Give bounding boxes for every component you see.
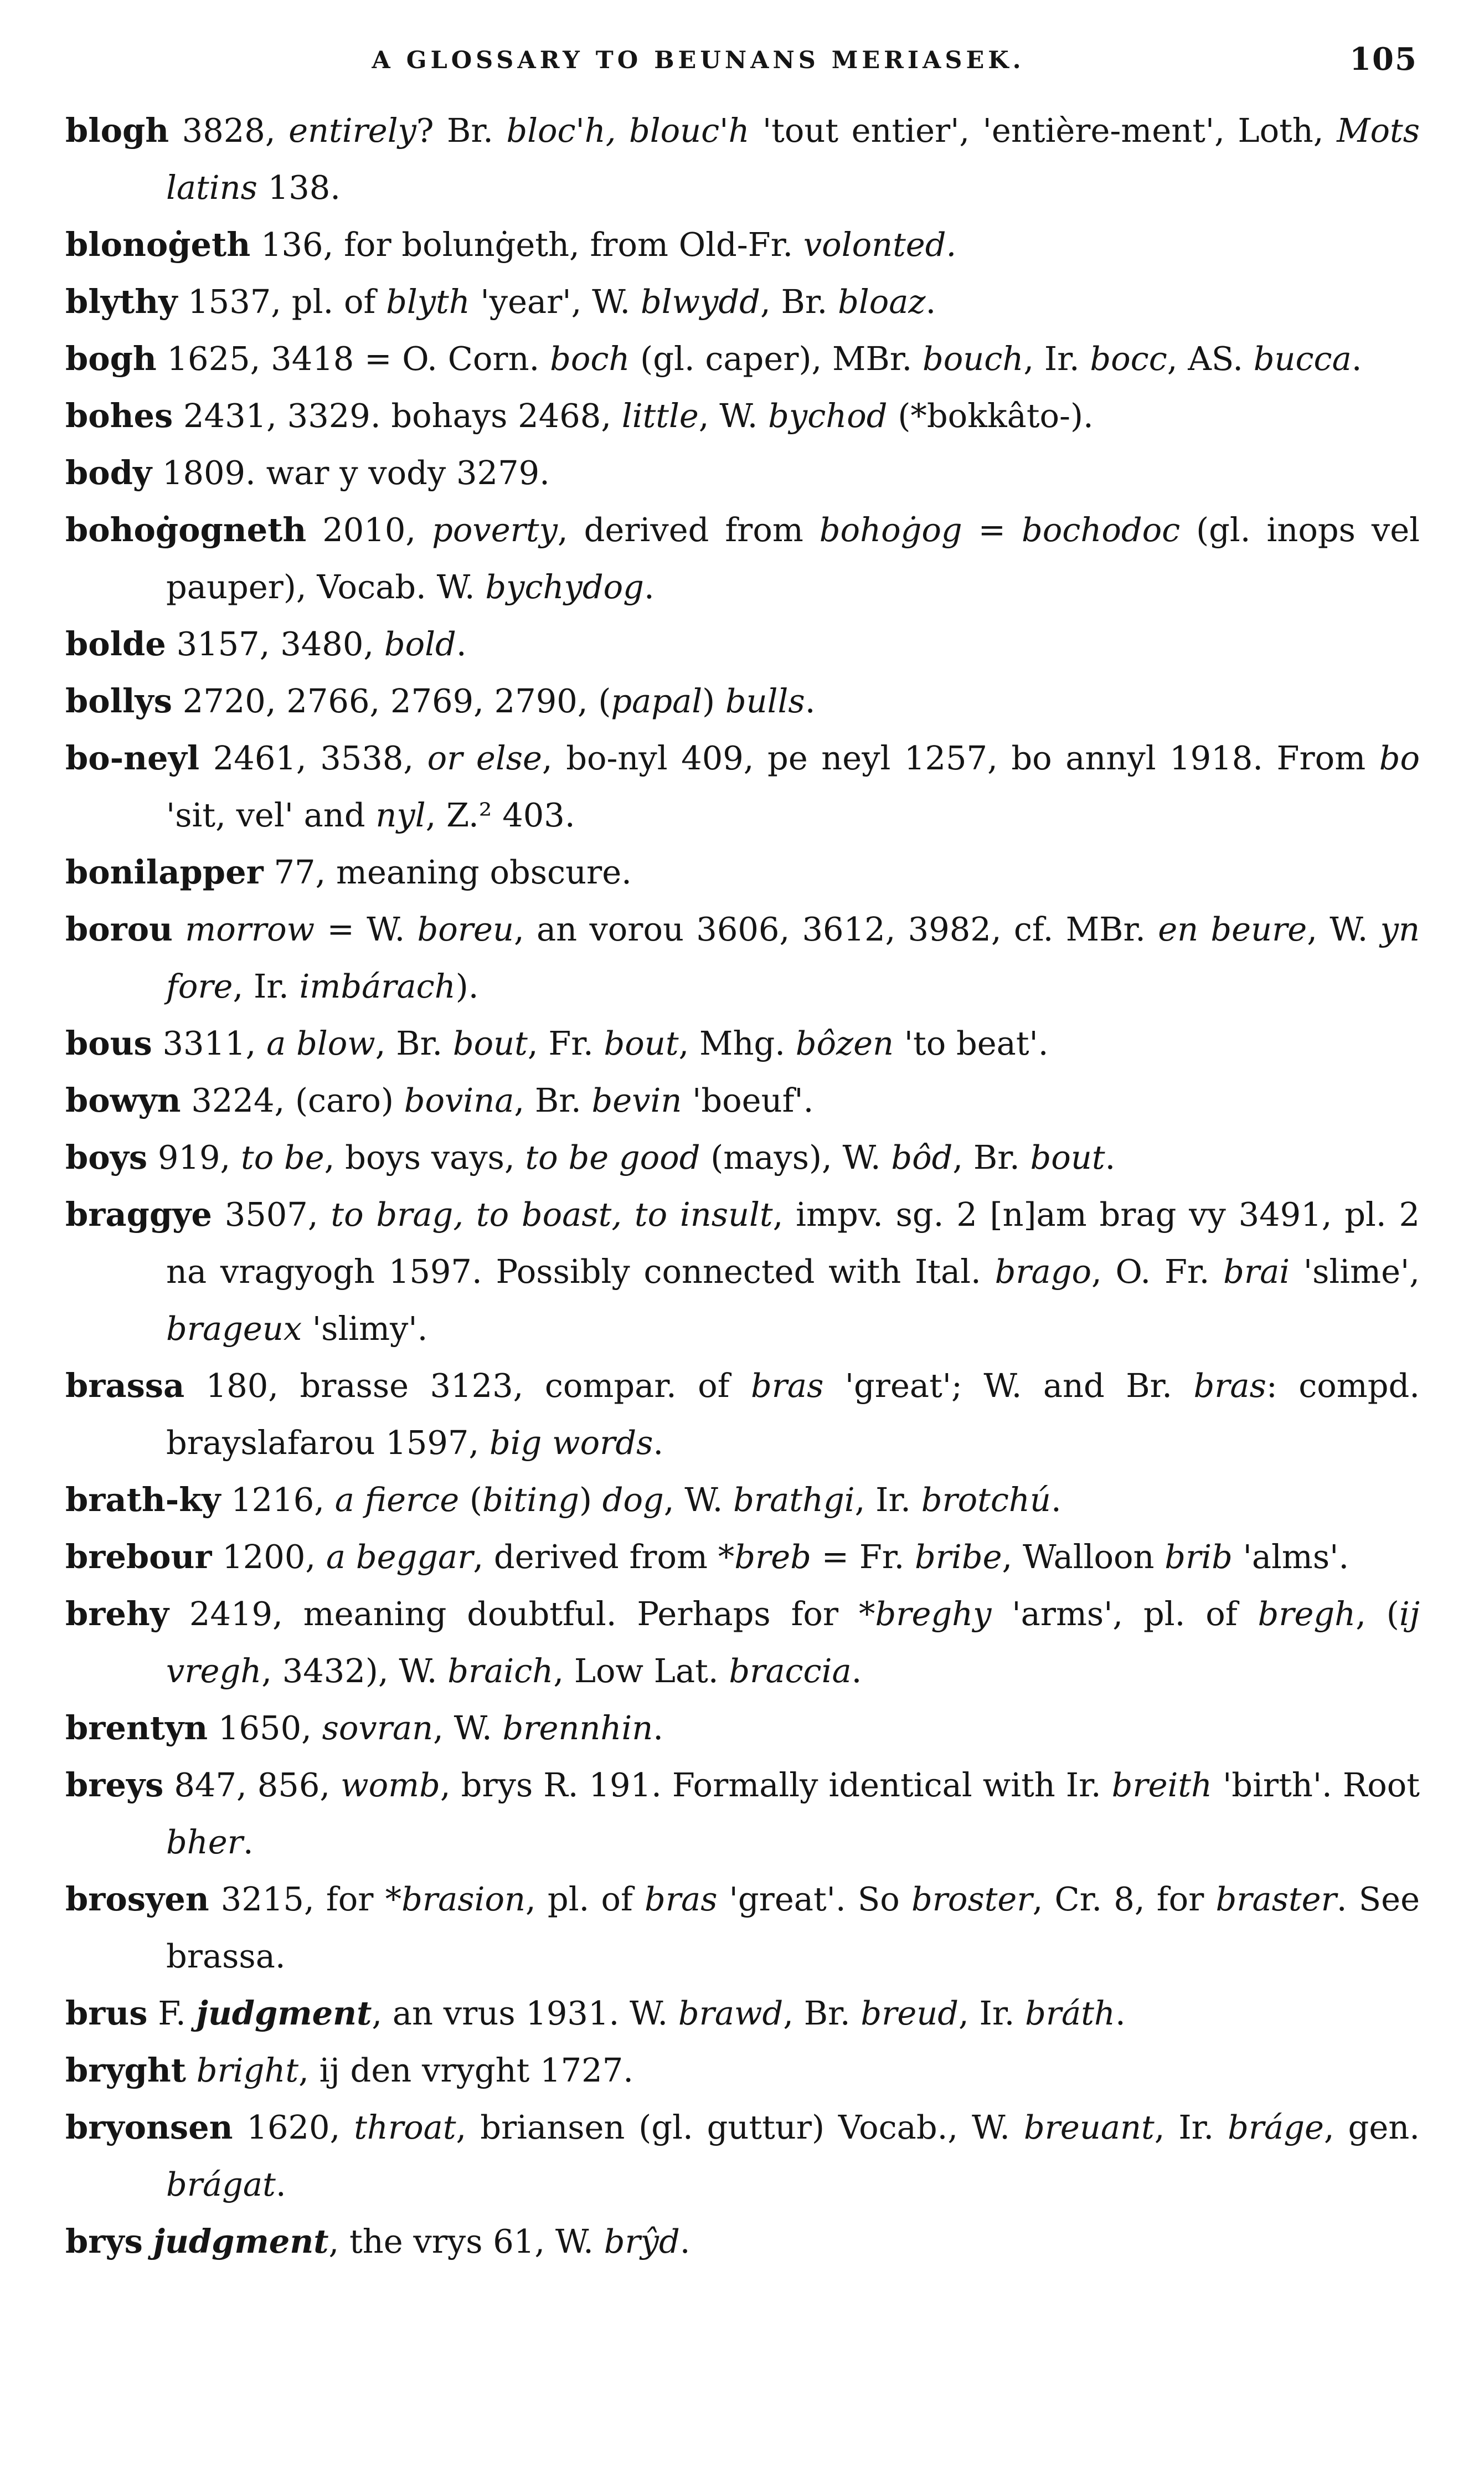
entry-text-run: throat	[354, 2108, 456, 2146]
entry-text-run: .	[243, 1823, 254, 1861]
entry-text-run: .	[275, 2165, 286, 2203]
entry-text-run: womb	[341, 1766, 440, 1804]
entry-text-run: morrow	[185, 910, 315, 948]
glossary-entry	[65, 2099, 1420, 2213]
entry-text-run: =	[962, 511, 1022, 549]
entry-text-run: , briansen (gl. guttur) Vocab., W.	[456, 2108, 1024, 2146]
entry-text-run: judgment	[196, 1994, 372, 2032]
entry-text-run: blythy	[65, 282, 178, 321]
entry-text-run: , the vrys 61, W.	[328, 2222, 604, 2260]
entry-text-run: bous	[65, 1024, 152, 1062]
entry-text-run: big words	[489, 1424, 653, 1462]
entry-text-run: brib	[1164, 1538, 1233, 1576]
entry-text-run: bulls	[725, 682, 805, 720]
entry-text-run: bout	[452, 1024, 528, 1062]
entry-text-run: braggye	[65, 1195, 212, 1234]
entry-text-run: bohoġog	[819, 511, 962, 549]
entry-text-run: 'boeuf'.	[682, 1081, 814, 1119]
entry-text-run: , Ir.	[854, 1481, 921, 1519]
entry-text-run	[173, 910, 185, 948]
entry-text-run: or else	[427, 739, 542, 777]
entry-text-run: bregh	[1258, 1595, 1356, 1633]
entry-text-run: 'alms'.	[1232, 1538, 1349, 1576]
entry-text-run: bras	[1193, 1366, 1266, 1405]
entry-text-run: blogh	[65, 111, 169, 150]
entry-text-run: bôzen	[795, 1024, 894, 1062]
entry-text-run: .	[653, 1709, 664, 1747]
entry-text-run: = W.	[315, 910, 418, 948]
entry-text-run: , AS.	[1167, 340, 1254, 378]
entry-text-run: .	[851, 1652, 862, 1690]
entry-text-run: .	[1050, 1481, 1062, 1519]
entry-text-run: bout	[1030, 1138, 1105, 1176]
entry-text-run: 1537, pl. of	[177, 282, 387, 321]
entry-text-run	[143, 2222, 153, 2260]
entry-text-run: volonted.	[803, 225, 957, 264]
entry-text-run: , Br.	[952, 1138, 1030, 1176]
entry-text-run: a blow	[266, 1024, 375, 1062]
glossary-entry	[65, 615, 1420, 672]
entry-text-run: to brag, to boast, to insult	[331, 1195, 773, 1234]
entry-text-run: en beure	[1158, 910, 1307, 948]
entry-text-run: bras	[750, 1366, 824, 1405]
entry-text-run: yn fore	[166, 910, 1420, 1005]
entry-text-run: blonoġeth	[65, 225, 251, 264]
entry-text-run: braich	[447, 1652, 554, 1690]
glossary-entry	[65, 1528, 1420, 1585]
glossary-entry	[65, 330, 1420, 387]
entry-text-run: breith	[1111, 1766, 1213, 1804]
entry-text-run: brus	[65, 1994, 148, 2032]
entry-text-run: , Ir.	[959, 1994, 1026, 2032]
entry-text-run: 'great'; W. and Br.	[823, 1366, 1194, 1405]
entry-text-run: 3224, (caro)	[181, 1081, 404, 1119]
entry-text-run: bollys	[65, 682, 172, 720]
entry-text-run: 138.	[257, 168, 341, 207]
entry-text-run: bowyn	[65, 1081, 181, 1119]
glossary-entry	[65, 1357, 1420, 1471]
entry-text-run: sovran	[322, 1709, 434, 1747]
entry-text-run: a fierce	[334, 1481, 460, 1519]
entry-text-run: F.	[147, 1994, 197, 2032]
entry-text-run: bogh	[65, 340, 157, 378]
entry-text-run: brageux	[166, 1309, 302, 1348]
glossary-entry	[65, 1756, 1420, 1871]
entry-text-run: ).	[455, 967, 479, 1005]
entry-text-run: entirely	[288, 111, 416, 150]
entry-text-run: breys	[65, 1766, 164, 1804]
entry-text-run: bráth	[1025, 1994, 1115, 2032]
entry-text-run: bribe	[915, 1538, 1002, 1576]
entry-text-run: bucca	[1253, 340, 1352, 378]
glossary-entry	[65, 672, 1420, 729]
entry-text-run: , Br.	[760, 282, 838, 321]
entry-text-run: bryonsen	[65, 2108, 233, 2146]
entry-text-run: , O. Fr.	[1091, 1252, 1224, 1291]
entry-text-run: .	[925, 282, 936, 321]
entry-text-run: 'birth'. Root	[1212, 1766, 1420, 1804]
entry-text-run: 2461, 3538,	[199, 739, 427, 777]
entry-text-run: (gl. caper), MBr.	[630, 340, 923, 378]
entry-text-run: .	[643, 568, 655, 606]
entry-text-run: , (	[1356, 1595, 1399, 1633]
entry-text-run: bout	[604, 1024, 679, 1062]
glossary-entry	[65, 1585, 1420, 1699]
entry-text-run: brebour	[65, 1538, 212, 1576]
glossary-entry	[65, 1471, 1420, 1528]
entry-text-run: 136, for bolunġeth, from Old-Fr.	[250, 225, 803, 264]
entry-text-run: , an vrus 1931. W.	[372, 1994, 678, 2032]
glossary-entry	[65, 2042, 1420, 2099]
entry-text-run: broster	[911, 1880, 1033, 1918]
entry-text-run: brathgi	[733, 1481, 855, 1519]
entry-text-run: , Ir.	[1023, 340, 1090, 378]
entry-text-run: bohoġogneth	[65, 511, 307, 549]
entry-text-run: 'slimy'.	[302, 1309, 428, 1348]
entry-text-run: , W.	[1307, 910, 1380, 948]
entry-text-run: 'tout entier', 'entière-ment', Loth,	[749, 111, 1337, 150]
entry-text-run: , Ir.	[1154, 2108, 1228, 2146]
entry-text-run: bychydog	[485, 568, 644, 606]
entry-text-run: biting	[482, 1481, 579, 1519]
entry-text-run: , Mhg.	[678, 1024, 796, 1062]
entry-text-run: breb	[734, 1538, 811, 1576]
entry-text-run	[186, 2051, 197, 2089]
glossary-entry	[65, 1015, 1420, 1072]
entry-text-run: brai	[1223, 1252, 1290, 1291]
entry-text-run: 2419, meaning doubtful. Perhaps for *	[169, 1595, 875, 1633]
entry-text-run: .	[805, 682, 816, 720]
entry-text-run: bright	[196, 2051, 299, 2089]
entry-text-run: bevin	[591, 1081, 682, 1119]
entry-text-run: bolde	[65, 625, 166, 663]
entry-text-run: brosyen	[65, 1880, 209, 1918]
entry-text-run: bovina	[404, 1081, 514, 1119]
glossary-entry	[65, 102, 1420, 216]
page-number: 105	[1349, 41, 1418, 78]
entry-text-run: a beggar	[326, 1538, 473, 1576]
entry-text-run: bocc	[1090, 340, 1167, 378]
entry-text-run: 2010,	[306, 511, 432, 549]
entry-text-run: .	[456, 625, 467, 663]
entry-text-run: bychod	[768, 397, 888, 435]
entry-text-run: brawd	[678, 1994, 784, 2032]
glossary-entry	[65, 1871, 1420, 1985]
entry-text-run: (*bokkâto-).	[887, 397, 1094, 435]
entry-text-run: nyl	[375, 796, 426, 834]
entry-text-run: 'great'. So	[717, 1880, 911, 1918]
entry-text-run: , Br.	[514, 1081, 592, 1119]
entry-text-run: 2720, 2766, 2769, 2790, (	[172, 682, 611, 720]
entry-text-run: (gl. inops vel pauper), Vocab. W.	[166, 511, 1420, 606]
entry-text-run: 180, brasse 3123, compar. of	[184, 1366, 751, 1405]
entry-text-run: boch	[550, 340, 630, 378]
entry-text-run: brentyn	[65, 1709, 208, 1747]
entry-text-run: 1625, 3418 = O. Corn.	[156, 340, 550, 378]
entry-text-run: dog	[602, 1481, 664, 1519]
entry-text-run: )	[702, 682, 725, 720]
entry-text-run: to be	[241, 1138, 324, 1176]
glossary-entry	[65, 501, 1420, 615]
entry-text-run: 3157, 3480,	[166, 625, 384, 663]
entry-text-run: brys	[65, 2222, 143, 2260]
entry-text-run: , derived from	[557, 511, 820, 549]
entry-text-run: to be good	[525, 1138, 700, 1176]
entry-text-run: 1620,	[233, 2108, 354, 2146]
entry-text-run: = Fr.	[811, 1538, 915, 1576]
entry-text-run: brágat	[166, 2165, 276, 2203]
entry-text-run: ij vregh	[166, 1595, 1420, 1690]
glossary-entry	[65, 1699, 1420, 1756]
entry-text-run: . See brassa.	[166, 1880, 1420, 1975]
entry-text-run: bohes	[65, 397, 173, 435]
entry-text-run: 3311,	[152, 1024, 267, 1062]
glossary-entry	[65, 444, 1420, 501]
entry-text-run: 'arms', pl. of	[991, 1595, 1258, 1633]
entry-text-run: (	[459, 1481, 482, 1519]
entry-text-run: poverty	[432, 511, 558, 549]
entry-text-run: , boys vays,	[324, 1138, 525, 1176]
glossary-entries	[65, 102, 1420, 2270]
glossary-entry	[65, 216, 1420, 273]
entry-text-run: bo-neyl	[65, 739, 200, 777]
entry-text-run: bloaz	[838, 282, 926, 321]
entry-text-run: ? Br.	[416, 111, 507, 150]
glossary-entry	[65, 387, 1420, 444]
entry-text-run: bôd	[891, 1138, 953, 1176]
entry-text-run: 3507,	[212, 1195, 331, 1234]
entry-text-run: 3828,	[169, 111, 289, 150]
entry-text-run: 1650,	[208, 1709, 322, 1747]
entry-text-run: .	[679, 2222, 691, 2260]
entry-text-run: : compd. brayslafarou 1597,	[166, 1366, 1420, 1462]
glossary-entry	[65, 901, 1420, 1015]
entry-text-run: breuant	[1023, 2108, 1155, 2146]
entry-text-run: bonilapper	[65, 853, 264, 891]
entry-text-run: , Walloon	[1002, 1538, 1165, 1576]
glossary-entry	[65, 273, 1420, 330]
glossary-entry	[65, 1072, 1420, 1129]
entry-text-run: 2431, 3329. bohays 2468,	[173, 397, 622, 435]
entry-text-run: 'slime',	[1290, 1252, 1420, 1291]
entry-text-run: , Br.	[375, 1024, 453, 1062]
entry-text-run: , derived from *	[473, 1538, 735, 1576]
entry-text-run: )	[579, 1481, 602, 1519]
entry-text-run: imbárach	[299, 967, 456, 1005]
entry-text-run: little	[621, 397, 699, 435]
entry-text-run: bloc'h, blouc'h	[506, 111, 750, 150]
entry-text-run: judgment	[153, 2222, 329, 2260]
entry-text-run: , an vorou 3606, 3612, 3982, cf. MBr.	[513, 910, 1158, 948]
entry-text-run: blyth	[386, 282, 470, 321]
entry-text-run: 3215, for *	[209, 1880, 402, 1918]
entry-text-run: , W.	[433, 1709, 503, 1747]
entry-text-run: , 3432), W.	[261, 1652, 448, 1690]
entry-text-run: (mays), W.	[700, 1138, 892, 1176]
entry-text-run: 919,	[147, 1138, 241, 1176]
entry-text-run: .	[1105, 1138, 1116, 1176]
entry-text-run: brennhin	[502, 1709, 653, 1747]
entry-text-run: , Ir.	[233, 967, 300, 1005]
entry-text-run: bouch	[922, 340, 1024, 378]
entry-text-run: brasion	[401, 1880, 525, 1918]
entry-text-run: boreu	[417, 910, 514, 948]
entry-text-run: , Cr. 8, for	[1032, 1880, 1216, 1918]
entry-text-run: brotchú	[921, 1481, 1051, 1519]
entry-text-run: blwydd	[640, 282, 760, 321]
glossary-entry	[65, 729, 1420, 844]
entry-text-run: braster	[1215, 1880, 1337, 1918]
glossary-entry	[65, 1985, 1420, 2042]
entry-text-run: brŷd	[604, 2222, 680, 2260]
running-title: A GLOSSARY TO BEUNANS MERIASEK.	[372, 47, 1025, 74]
entry-text-run: , gen.	[1323, 2108, 1420, 2146]
entry-text-run: .	[653, 1424, 664, 1462]
entry-text-run: 'year', W.	[470, 282, 641, 321]
entry-text-run: bras	[645, 1880, 718, 1918]
entry-text-run: borou	[65, 910, 173, 948]
entry-text-run: bryght	[65, 2051, 187, 2089]
entry-text-run: bochodoc	[1022, 511, 1181, 549]
entry-text-run: body	[65, 454, 152, 492]
entry-text-run: brehy	[65, 1595, 169, 1633]
entry-text-run: brago	[995, 1252, 1091, 1291]
entry-text-run: .	[1351, 340, 1362, 378]
entry-text-run: , pl. of	[525, 1880, 645, 1918]
entry-text-run: bo	[1379, 739, 1420, 777]
entry-text-run: , Low Lat.	[553, 1652, 729, 1690]
entry-text-run: , impv. sg. 2 [n]am brag vy 3491, pl. 2 na vragyogh 1597. Possibly connected with Ital.	[166, 1195, 1420, 1291]
entry-text-run: 847, 856,	[163, 1766, 341, 1804]
glossary-entry	[65, 1129, 1420, 1186]
entry-text-run: braccia	[729, 1652, 852, 1690]
entry-text-run: boys	[65, 1138, 148, 1176]
entry-text-run: 1200,	[212, 1538, 326, 1576]
entry-text-run: brath-ky	[65, 1481, 221, 1519]
entry-text-run: , W.	[698, 397, 769, 435]
entry-text-run: , Z.² 403.	[425, 796, 575, 834]
entry-text-run: 1809. war y vody 3279.	[152, 454, 550, 492]
entry-text-run: 'sit, vel' and	[166, 796, 376, 834]
entry-text-run: 77, meaning obscure.	[263, 853, 632, 891]
entry-text-run: papal	[611, 682, 703, 720]
entry-text-run: , W.	[663, 1481, 734, 1519]
glossary-entry	[65, 844, 1420, 901]
entry-text-run: , ij den vryght 1727.	[298, 2051, 633, 2089]
entry-text-run: , brys R. 191. Formally identical with Ir.	[440, 1766, 1112, 1804]
entry-text-run: breghy	[875, 1595, 992, 1633]
entry-text-run: breud	[860, 1994, 959, 2032]
glossary-entry	[65, 2213, 1420, 2270]
page-header	[65, 41, 1420, 86]
entry-text-run: bráge	[1228, 2108, 1324, 2146]
entry-text-run: 1216,	[220, 1481, 335, 1519]
entry-text-run: bold	[384, 625, 456, 663]
entry-text-run: , Fr.	[527, 1024, 604, 1062]
entry-text-run: Mots latins	[166, 111, 1420, 207]
entry-text-run: brassa	[65, 1366, 185, 1405]
entry-text-run: , Br.	[783, 1994, 861, 2032]
entry-text-run: bher	[166, 1823, 243, 1861]
entry-text-run: 'to beat'.	[894, 1024, 1049, 1062]
glossary-entry	[65, 1186, 1420, 1357]
entry-text-run: , bo-nyl 409, pe neyl 1257, bo annyl 1918. From	[542, 739, 1379, 777]
entry-text-run: .	[1115, 1994, 1126, 2032]
